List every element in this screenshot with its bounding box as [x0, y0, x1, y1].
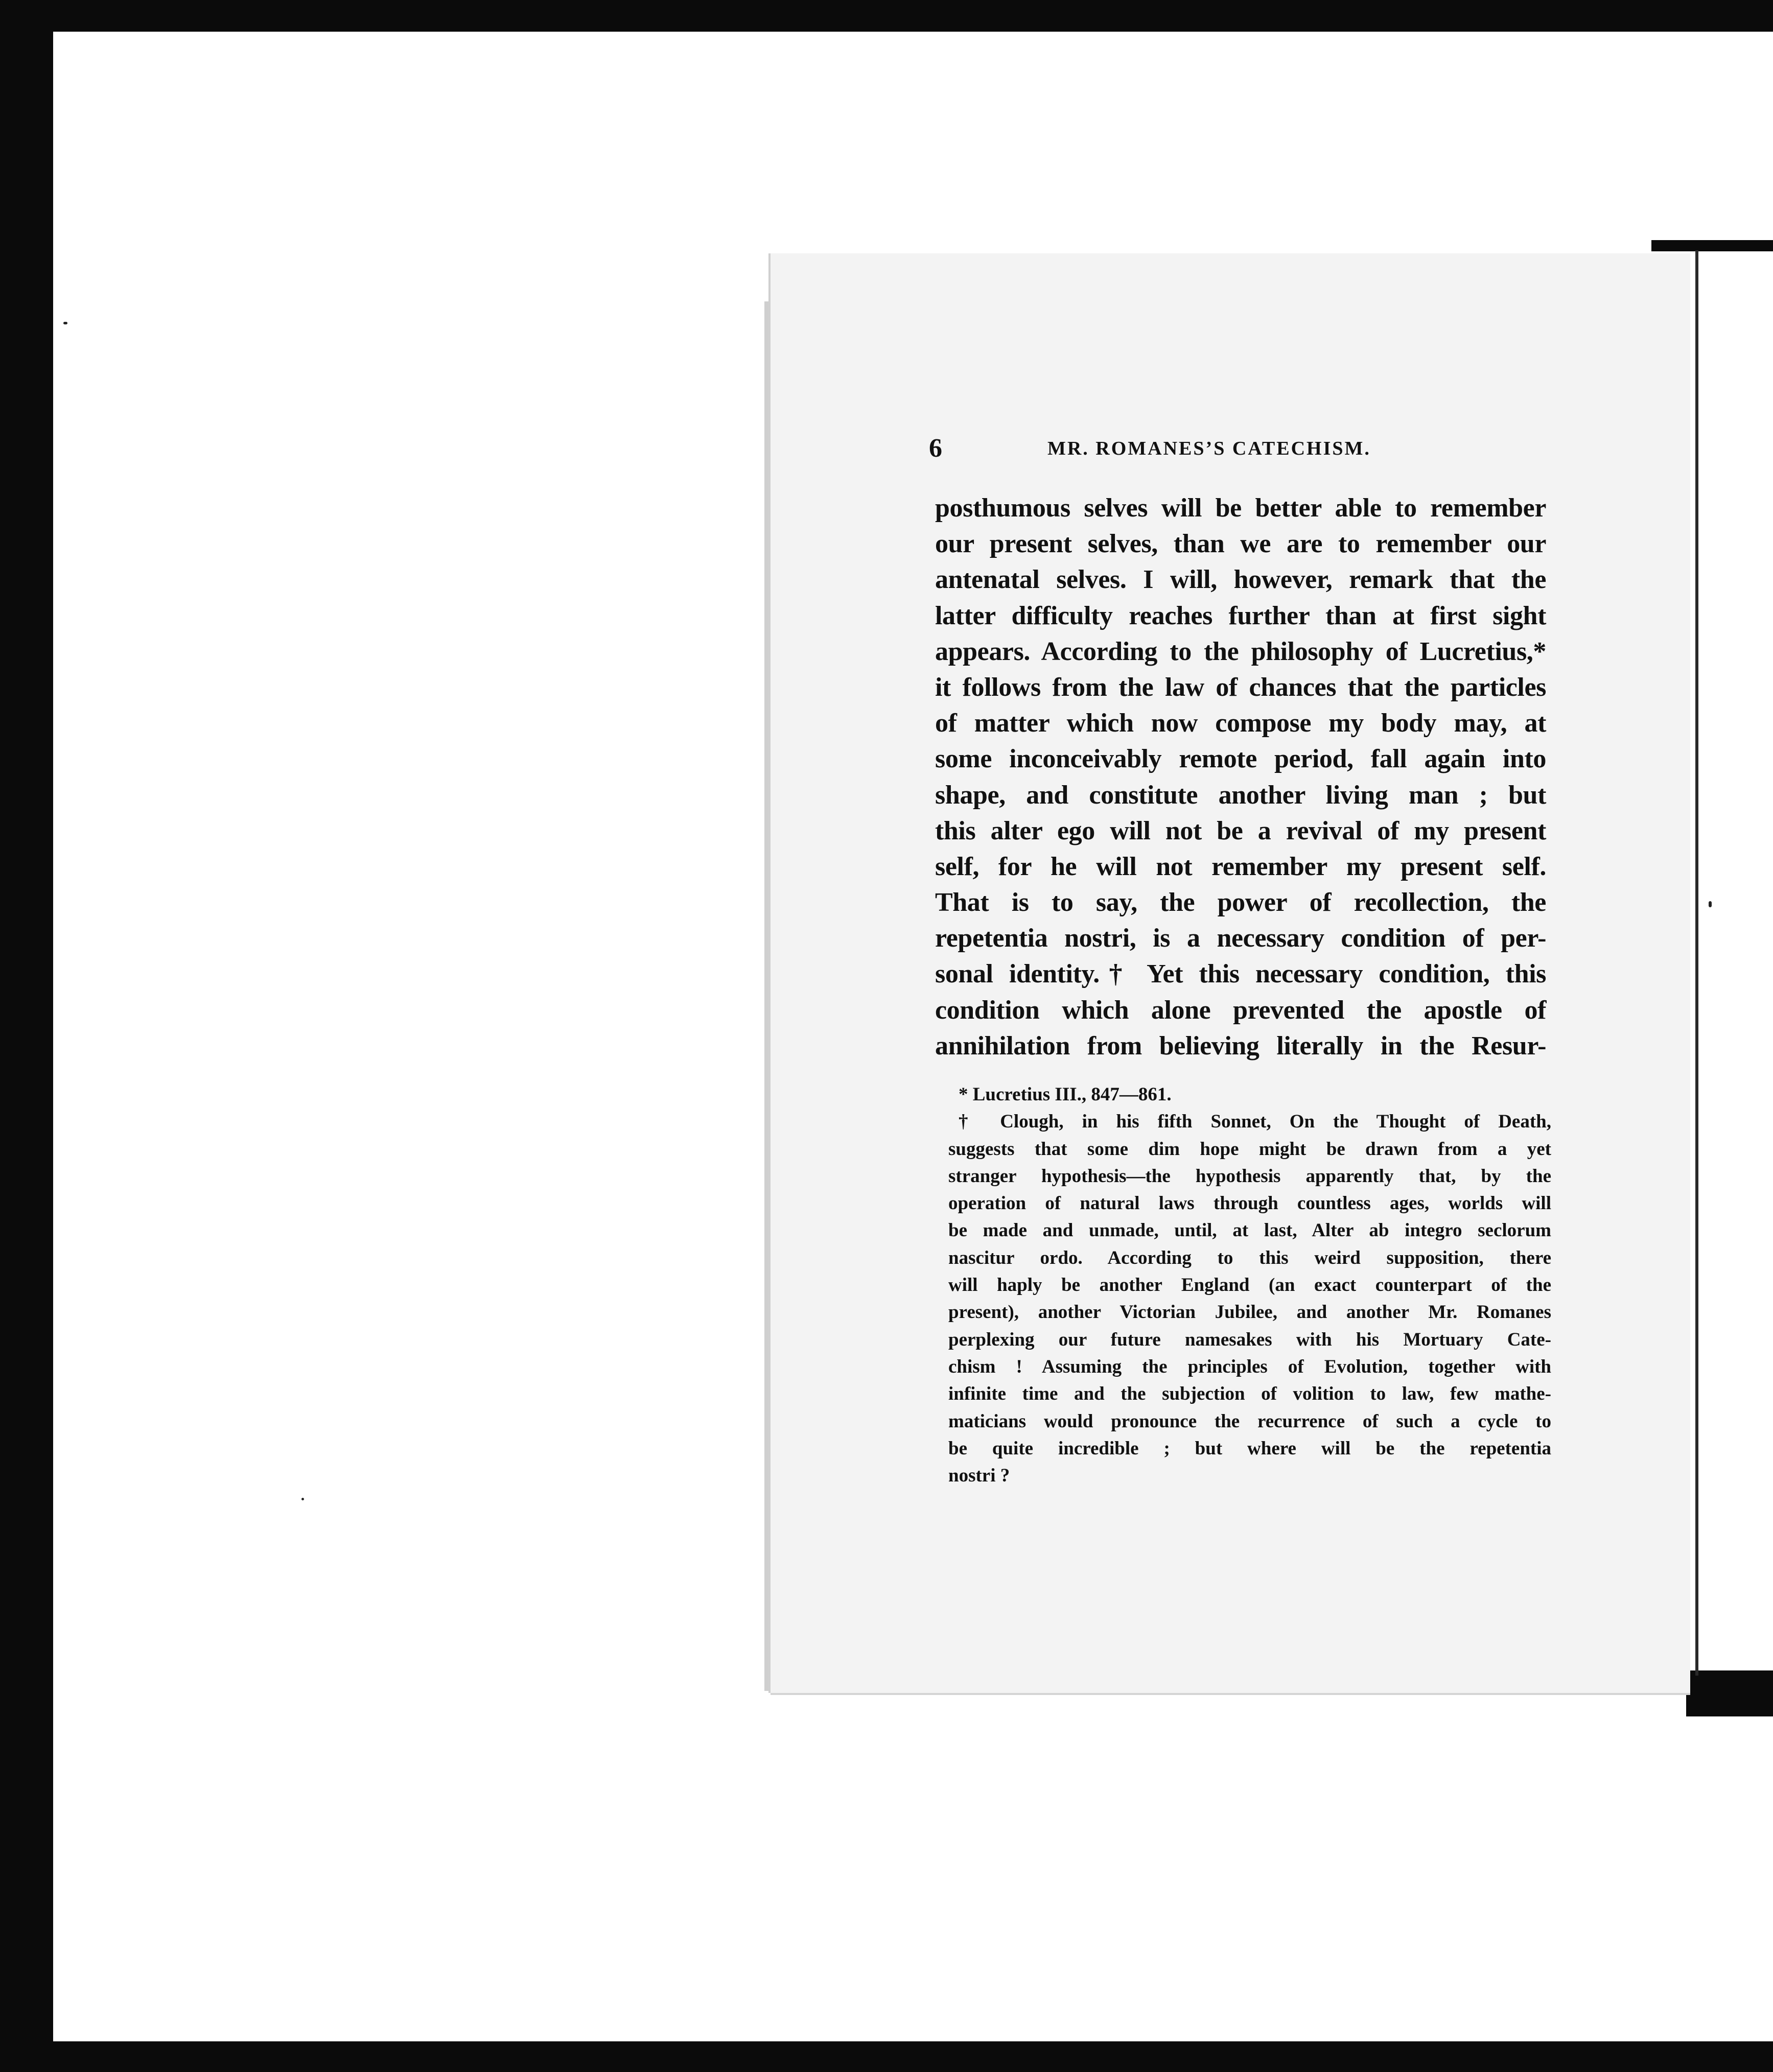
page-left-edge [764, 301, 771, 1691]
body-line: it follows from the law of chances that the particles [935, 672, 1546, 702]
footnote-line: nascitur ordo. According to this weird supposition, there [948, 1247, 1551, 1268]
body-line: this alter ego will not be a revival of my present [935, 816, 1546, 845]
footnote-line: infinite time and the subjection of volition to law, few mathe- [948, 1383, 1551, 1405]
scan-border-left [0, 0, 53, 2072]
scan-speck [63, 322, 67, 324]
running-head [929, 433, 1547, 469]
page-number: 6 [929, 434, 942, 463]
body-line: our present selves, than we are to remember our [935, 529, 1546, 559]
scan-speck [1709, 901, 1712, 907]
footnote-line: nostri ? [948, 1465, 1010, 1487]
footnote-line: be quite incredible ; but where will be the repetentia [948, 1438, 1551, 1459]
scan-border-top [0, 0, 1773, 32]
scan-border-bottom [0, 2041, 1773, 2072]
footnote-line: present), another Victorian Jubilee, and another Mr. Romanes [948, 1302, 1551, 1323]
body-line: sonal identity.† Yet this necessary condition, this [935, 959, 1546, 989]
body-line: posthumous selves will be better able to remember [935, 493, 1546, 523]
adjacent-page-edge [1695, 250, 1698, 1676]
body-line: condition which alone prevented the apostle of [935, 995, 1546, 1025]
body-line: of matter which now compose my body may, at [935, 709, 1546, 738]
body-line: appears. According to the philosophy of Lucretius,* [935, 637, 1546, 666]
footnote-line: suggests that some dim hope might be drawn from a yet [948, 1138, 1551, 1160]
footnote-line: be made and unmade, until, at last, Alter ab integro seclorum [948, 1220, 1551, 1241]
footnote-line: stranger hypothesis—the hypothesis apparently that, by the [948, 1165, 1551, 1187]
body-line: annihilation from believing literally in the Resur- [935, 1031, 1546, 1061]
footnote-lucretius: * Lucretius III., 847—861. [959, 1084, 1172, 1105]
running-title: MR. ROMANES’S CATECHISM. [1047, 438, 1371, 459]
scan-border-right-top [1651, 240, 1773, 251]
footnote-line: maticians would pronounce the recurrence of such a cycle to [948, 1410, 1551, 1432]
footnote-line: perplexing our future namesakes with his Mortuary Cate- [948, 1329, 1551, 1350]
footnote-line: operation of natural laws through countless ages, worlds will [948, 1193, 1551, 1214]
footnotes [948, 1081, 1551, 1489]
footnote-line: chism ! Assuming the principles of Evolution, together with [948, 1356, 1551, 1377]
body-line: self, for he will not remember my present self. [935, 852, 1546, 881]
body-text [935, 490, 1546, 1064]
scan-border-right-bottom [1686, 1670, 1773, 1716]
body-line: shape, and constitute another living man ; but [935, 780, 1546, 810]
body-line: some inconceivably remote period, fall again into [935, 744, 1546, 774]
body-line: repetentia nostri, is a necessary condition of per- [935, 924, 1546, 953]
footnote-line: † Clough, in his fifth Sonnet, On the Thought of Death, [959, 1111, 1551, 1133]
scan-speck [301, 1498, 304, 1500]
body-line: That is to say, the power of recollection, the [935, 888, 1546, 917]
body-line: antenatal selves. I will, however, remark that the [935, 565, 1546, 595]
body-line: latter difficulty reaches further than at first sight [935, 601, 1546, 630]
footnote-line: will haply be another England (an exact counterpart of the [948, 1275, 1551, 1296]
